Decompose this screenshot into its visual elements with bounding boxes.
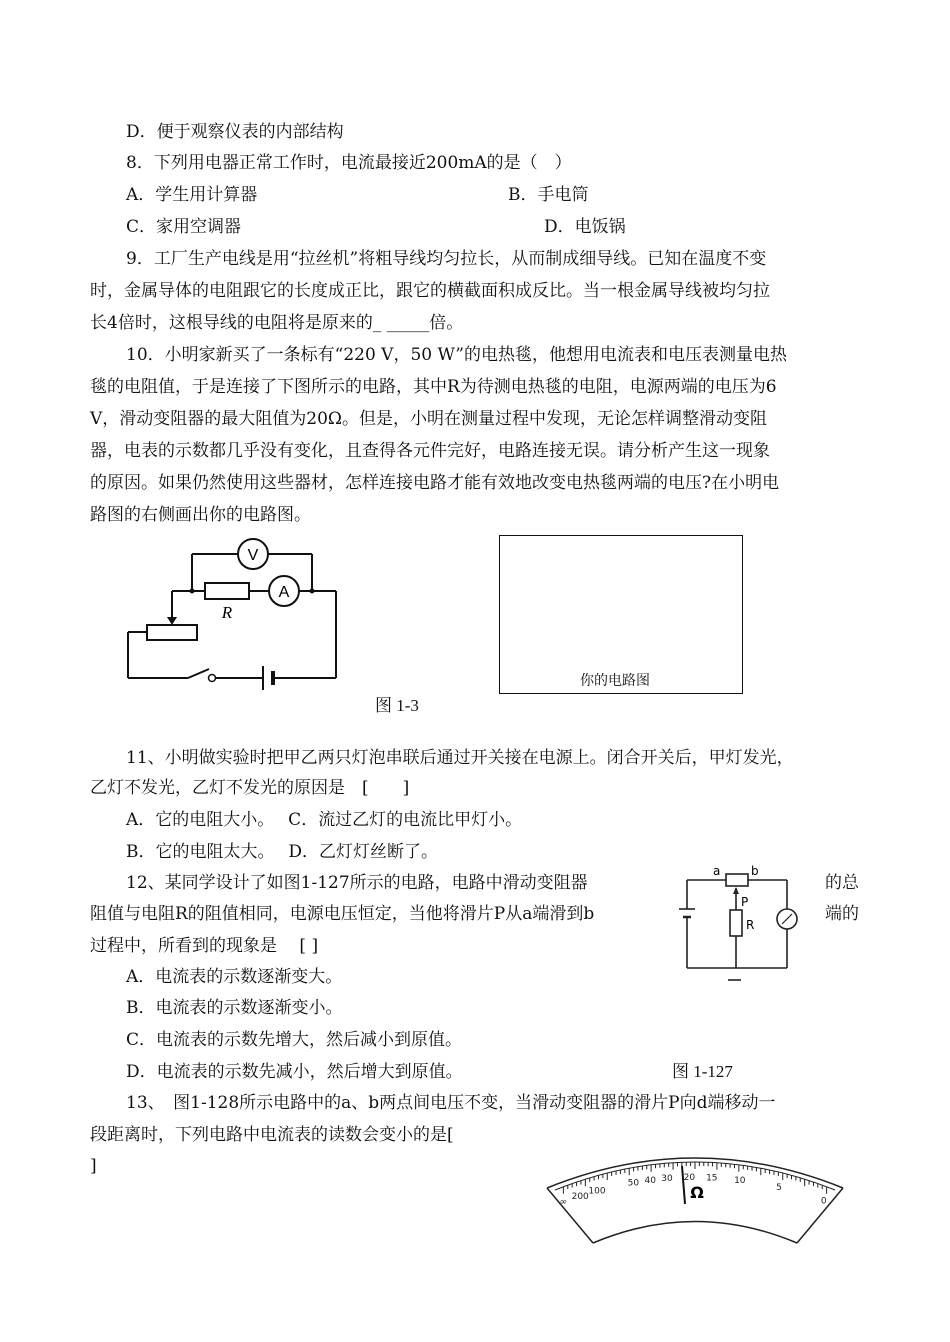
q13-line-1: 13、 图1-128所示电路中的a、b两点间电压不变，当滑动变阻器的滑片P向d端移动一 bbox=[126, 1093, 776, 1113]
dial-scale-label: 30 bbox=[661, 1174, 673, 1185]
dial-needle bbox=[682, 1166, 685, 1204]
answer-circuit-box bbox=[499, 535, 743, 694]
dial-scale-label: ∞ bbox=[559, 1197, 568, 1208]
q12-line-1b: 的总 bbox=[825, 873, 859, 893]
circuit-figure-1-3 bbox=[120, 535, 350, 695]
voltmeter-label: V bbox=[247, 547, 259, 564]
dial-scale-label: 40 bbox=[644, 1175, 656, 1186]
q8-option-a: A．学生用计算器 bbox=[126, 185, 258, 205]
q13-line-2: 段距离时，下列电路中电流表的读数会变小的是[ bbox=[90, 1125, 454, 1145]
q8-stem: 8．下列用电器正常工作时，电流最接近200mA的是（ ） bbox=[126, 153, 572, 173]
q10-line-2: 毯的电阻值，于是连接了下图所示的电路，其中R为待测电热毯的电阻，电源两端的电压为6 bbox=[90, 377, 777, 397]
q12-line-3: 过程中，所看到的现象是 [ ] bbox=[90, 936, 319, 956]
dial-scale-label: 10 bbox=[734, 1175, 746, 1186]
q11-line-2: 乙灯不发光，乙灯不发光的原因是 [ ] bbox=[90, 778, 410, 798]
ammeter-label: A bbox=[278, 584, 290, 601]
answer-box-caption: 你的电路图 bbox=[580, 672, 650, 688]
q12-line-2b: 端的 bbox=[825, 904, 859, 924]
dial-scale-label: 100 bbox=[588, 1186, 606, 1197]
q8-option-b: B．手电筒 bbox=[508, 185, 589, 205]
q11-option-ac: A．它的电阻大小。 C．流过乙灯的电流比甲灯小。 bbox=[126, 810, 523, 830]
terminal-b-label: b bbox=[751, 864, 759, 878]
q10-line-5: 的原因。如果仍然使用这些器材，怎样连接电路才能有效地改变电热毯两端的电压?在小明电 bbox=[90, 473, 780, 493]
q9-line-3: 长4倍时，这根导线的电阻将是原来的_ _____倍。 bbox=[90, 313, 464, 333]
dial-scale-label: 200 bbox=[571, 1191, 589, 1202]
dial-scale-label: 20 bbox=[683, 1173, 696, 1184]
ohm-unit-label: Ω bbox=[690, 1183, 704, 1202]
q12-line-2a: 阻值与电阻R的阻值相同，电源电压恒定，当他将滑片P从a端滑到b bbox=[90, 904, 595, 924]
figure-1-3-caption: 图 1-3 bbox=[375, 696, 419, 715]
dial-scale-label: 0 bbox=[820, 1196, 827, 1207]
circuit-figure-1-127 bbox=[675, 864, 805, 984]
resistor-label: R bbox=[221, 603, 233, 622]
dial-scale-label: 15 bbox=[706, 1173, 718, 1184]
q11-line-1: 11、小明做实验时把甲乙两只灯泡串联后通过开关接在电源上。闭合开关后，甲灯发光， bbox=[126, 748, 794, 768]
ohmmeter-dial bbox=[545, 1140, 845, 1246]
q12-option-b: B．电流表的示数逐渐变小。 bbox=[126, 998, 343, 1018]
q7-option-d: D．便于观察仪表的内部结构 bbox=[126, 122, 344, 142]
q10-line-1: 10．小明家新买了一条标有“220 V，50 W”的电热毯，他想用电流表和电压表测量电热 bbox=[126, 345, 787, 365]
slider-p-label: P bbox=[741, 895, 749, 909]
q12-option-a: A．电流表的示数逐渐变大。 bbox=[126, 967, 343, 987]
q12-line-1a: 12、某同学设计了如图1-127所示的电路，电路中滑动变阻器 bbox=[126, 873, 588, 893]
q13-line-3: ] bbox=[90, 1156, 97, 1176]
q9-line-1: 9．工厂生产电线是用“拉丝机”将粗导线均匀拉长，从而制成细导线。已知在温度不变 bbox=[126, 249, 767, 269]
q10-line-6: 路图的右侧画出你的电路图。 bbox=[90, 505, 311, 525]
q12-option-c: C．电流表的示数先增大，然后减小到原值。 bbox=[126, 1030, 463, 1050]
dial-scale-label: 50 bbox=[627, 1178, 640, 1189]
q9-line-2: 时，金属导体的电阻跟它的长度成正比，跟它的横截面积成反比。当一根金属导线被均匀拉 bbox=[90, 281, 770, 301]
dial-scale-label: 5 bbox=[776, 1183, 782, 1194]
q8-option-c: C．家用空调器 bbox=[126, 217, 242, 237]
q10-line-3: V，滑动变阻器的最大阻值为20Ω。但是，小明在测量过程中发现，无论怎样调整滑动变阻 bbox=[90, 409, 768, 429]
terminal-a-label: a bbox=[713, 864, 721, 878]
q8-option-d: D．电饭锅 bbox=[544, 217, 626, 237]
resistor-r-label: R bbox=[746, 918, 755, 932]
q12-option-d: D．电流表的示数先减小，然后增大到原值。 bbox=[126, 1062, 463, 1082]
q11-option-bd: B．它的电阻太大。 D．乙灯灯丝断了。 bbox=[126, 842, 439, 862]
figure-1-127-caption: 图 1-127 bbox=[672, 1062, 733, 1081]
q10-line-4: 器，电表的示数都几乎没有变化，且查得各元件完好，电路连接无误。请分析产生这一现象 bbox=[90, 441, 770, 461]
